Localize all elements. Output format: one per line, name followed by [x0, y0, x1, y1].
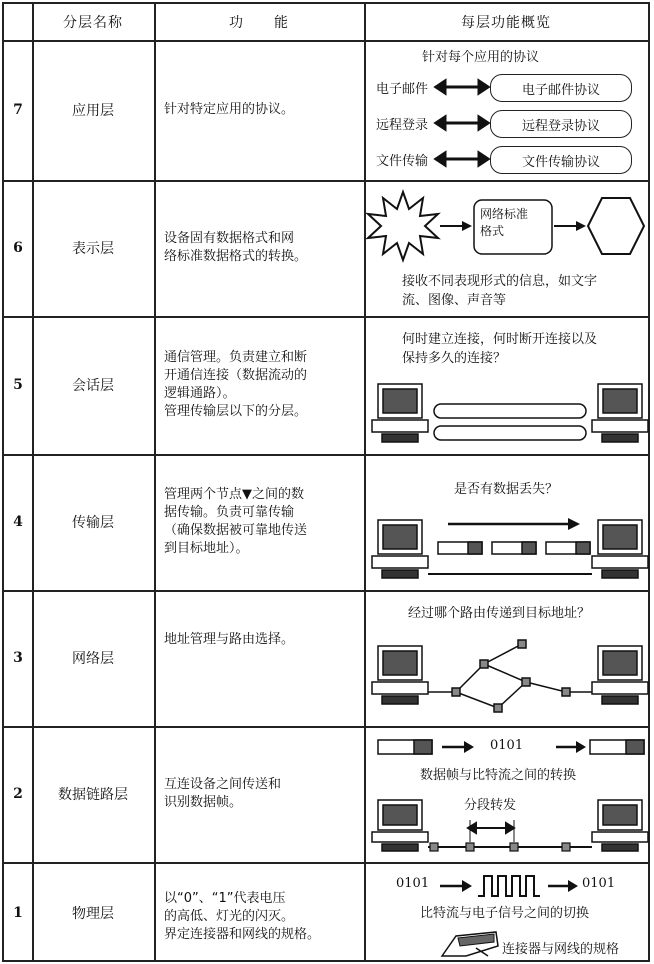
- physical-caption: 比特流与电子信号之间的切换: [420, 906, 590, 921]
- protocol-pill: 电子邮件协议: [490, 74, 632, 102]
- layer-name: 网络层: [72, 651, 114, 667]
- computer-icon: [592, 520, 648, 578]
- connection-pipe: [434, 404, 586, 418]
- layer-number: 5: [13, 377, 23, 393]
- layer-function: 互连设备之间传送和 识别数据帧。: [164, 777, 282, 810]
- layer-name: 传输层: [72, 515, 114, 531]
- network-caption: 经过哪个路由传递到目标地址？: [408, 606, 591, 621]
- header-layer-name: 分层名称: [63, 15, 123, 31]
- double-arrows: [436, 74, 496, 194]
- layer-function: 管理两个节点▼之间的数 据传输。负责可靠传输 （确保数据被可靠地传送 到目标地址）。: [164, 487, 308, 556]
- computer-icon: [372, 384, 428, 442]
- layer-name: 应用层: [72, 103, 114, 119]
- data-packets: [438, 542, 590, 554]
- header-overview: 每层功能概览: [461, 15, 551, 31]
- layer-number: 7: [13, 102, 23, 118]
- protocol-pill: 文件传输协议: [490, 146, 632, 174]
- connector-caption: 连接器与网线的规格: [502, 942, 620, 957]
- bits-label-right: 0101: [582, 876, 616, 891]
- session-caption: 何时建立连接，何时断开连接以及 保持多久的连接？: [402, 332, 598, 366]
- square-wave: [478, 876, 540, 896]
- layer-function: 地址管理与路由选择。: [164, 632, 295, 647]
- layer-function: 针对特定应用的协议。: [164, 102, 295, 117]
- session-diagram: [372, 378, 648, 448]
- link-diagram: [372, 800, 648, 860]
- layer-name: 会话层: [72, 378, 114, 394]
- osi-layer-table: [2, 2, 650, 962]
- layer-number: 6: [13, 240, 23, 256]
- computer-icon: [372, 800, 428, 851]
- layer-number: 1: [13, 905, 23, 921]
- hexagon-icon: [588, 198, 644, 254]
- presentation-caption: 接收不同表现形式的信息，如文字 流、图像、声音等: [402, 274, 598, 308]
- computer-icon: [372, 520, 428, 578]
- layer-function: 通信管理。负责建立和断 开通信连接（数据流动的 逻辑通路）。 管理传输层以下的分层。: [164, 350, 308, 419]
- bits-label: 0101: [490, 738, 524, 753]
- layer-name: 物理层: [72, 906, 114, 922]
- connector-icon: [436, 926, 506, 960]
- computer-icon: [592, 800, 648, 851]
- transport-caption: 是否有数据丢失？: [454, 482, 559, 497]
- layer-number: 4: [13, 514, 23, 530]
- layer-number: 3: [13, 650, 23, 666]
- routing-diagram: [372, 630, 648, 720]
- app-label: 文件传输: [376, 154, 429, 169]
- transport-diagram: [372, 512, 648, 582]
- format-box-label: 网络标准 格式: [480, 207, 529, 238]
- protocol-pill: 远程登录协议: [490, 110, 632, 138]
- frame-caption: 数据帧与比特流之间的转换: [420, 768, 577, 783]
- layer-number: 2: [13, 786, 23, 802]
- column-divider: [154, 4, 156, 960]
- header-function: 功 能: [229, 15, 289, 31]
- layer-name: 表示层: [72, 241, 114, 257]
- computer-icon: [592, 384, 648, 442]
- layer-function: 以“0”、“1”代表电压 的高低、灯光的闪灭。 界定连接器和网线的规格。: [164, 891, 321, 942]
- computer-icon: [372, 646, 428, 704]
- starburst-icon: [368, 192, 438, 260]
- router-network: [428, 640, 592, 712]
- column-divider: [364, 4, 366, 960]
- app-label: 远程登录: [376, 118, 429, 133]
- app-label: 电子邮件: [376, 82, 429, 97]
- connection-pipe: [434, 426, 586, 440]
- bits-label-left: 0101: [396, 876, 430, 891]
- layer-name: 数据链路层: [58, 787, 128, 803]
- app-overview-title: 针对每个应用的协议: [422, 50, 540, 65]
- layer-function: 设备固有数据格式和网 络标准数据格式的转换。: [164, 231, 308, 264]
- computer-icon: [592, 646, 648, 704]
- segment-caption: 分段转发: [464, 798, 517, 813]
